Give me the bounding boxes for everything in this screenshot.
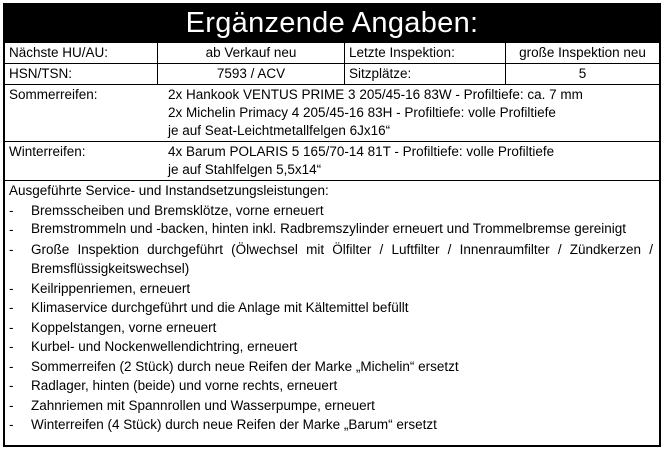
winter-tires-label: Winterreifen: — [9, 144, 86, 159]
label-hsn-tsn: HSN/TSN: — [5, 64, 158, 84]
label-seats: Sitzplätze: — [345, 64, 506, 84]
list-item — [9, 396, 653, 416]
service-item-text: Keilrippenriemen, erneuert — [31, 280, 191, 296]
summer-tires-details — [168, 86, 659, 140]
service-item-text: Bremstrommeln und -backen, hinten inkl. Radbremszylinder erneuert und Trommelbremse gereinigt — [31, 221, 627, 236]
summer-tire-line: 2x Michelin Primacy 4 205/45-16 83H - Profiltiefe: volle Profiltiefe — [168, 105, 556, 120]
list-dash: - — [9, 241, 14, 257]
list-dash: - — [9, 358, 14, 374]
label-last-inspection: Letzte Inspektion: — [345, 43, 506, 63]
service-item-text: Große Inspektion durchgeführt (Ölwechsel mit Ölfilter / Luftfilter / Innenraumfilter / Zündkerzen / Bremsflüssigkeitswechsel) — [31, 241, 653, 276]
list-item — [9, 376, 653, 396]
winter-tires-section — [5, 141, 659, 180]
service-item-text: Kurbel- und Nockenwellendichtring, erneuert — [31, 339, 298, 354]
value-next-hu: ab Verkauf neu — [158, 43, 345, 63]
service-section — [5, 180, 659, 435]
list-dash: - — [9, 397, 14, 413]
list-item — [9, 201, 653, 221]
service-item-text: Sommerreifen (2 Stück) durch neue Reifen der Marke „Michelin“ ersetzt — [31, 358, 459, 374]
list-dash: - — [9, 202, 14, 218]
list-item — [9, 357, 653, 377]
winter-tire-line: 4x Barum POLARIS 5 165/70-14 81T - Profiltiefe: volle Profiltiefe — [168, 144, 555, 159]
value-last-inspection: große Inspektion neu — [519, 45, 646, 60]
list-item — [9, 337, 653, 357]
summer-tire-line: 2x Hankook VENTUS PRIME 3 205/45-16 83W - Profiltiefe: ca. 7 mm — [168, 87, 583, 102]
summer-tire-line: je auf Seat-Leichtmetallfelgen 6Jx16“ — [168, 123, 391, 138]
service-heading: Ausgeführte Service- und Instandsetzungsleistungen: — [9, 183, 329, 198]
list-dash: - — [9, 319, 14, 335]
list-item — [9, 415, 653, 435]
list-item — [9, 298, 653, 318]
winter-tire-line: je auf Stahlfelgen 5,5x14“ — [168, 162, 322, 177]
row-hu-inspection — [5, 42, 659, 63]
info-sheet — [3, 3, 661, 447]
list-dash: - — [9, 300, 14, 315]
label-next-hu: Nächste HU/AU: — [5, 43, 158, 63]
list-item — [9, 240, 653, 279]
list-item — [9, 279, 653, 299]
list-item — [9, 220, 653, 240]
list-dash: - — [9, 378, 14, 393]
list-item — [9, 318, 653, 338]
service-item-text: Koppelstangen, vorne erneuert — [31, 319, 217, 335]
list-dash: - — [9, 222, 14, 237]
value-seats: 5 — [578, 66, 587, 81]
summer-tires-label: Sommerreifen: — [9, 87, 98, 102]
list-dash: - — [9, 339, 14, 354]
winter-tires-details — [168, 143, 659, 179]
sheet-title: Ergänzende Angaben: — [5, 5, 659, 42]
list-dash: - — [9, 280, 14, 296]
service-item-text: Klimaservice durchgeführt und die Anlage mit Kältemittel befüllt — [31, 300, 409, 315]
service-item-text: Zahnriemen mit Spannrollen und Wasserpumpe, erneuert — [31, 397, 375, 413]
row-hsn-seats — [5, 63, 659, 84]
value-hsn-tsn: 7593 / ACV — [158, 64, 345, 84]
list-dash: - — [9, 417, 14, 432]
service-item-text: Winterreifen (4 Stück) durch neue Reifen der Marke „Barum“ ersetzt — [31, 417, 437, 432]
service-item-text: Bremsscheiben und Bremsklötze, vorne erneuert — [31, 202, 324, 218]
summer-tires-section — [5, 84, 659, 141]
service-item-text: Radlager, hinten (beide) und vorne rechts, erneuert — [31, 378, 338, 393]
service-list — [9, 201, 653, 435]
